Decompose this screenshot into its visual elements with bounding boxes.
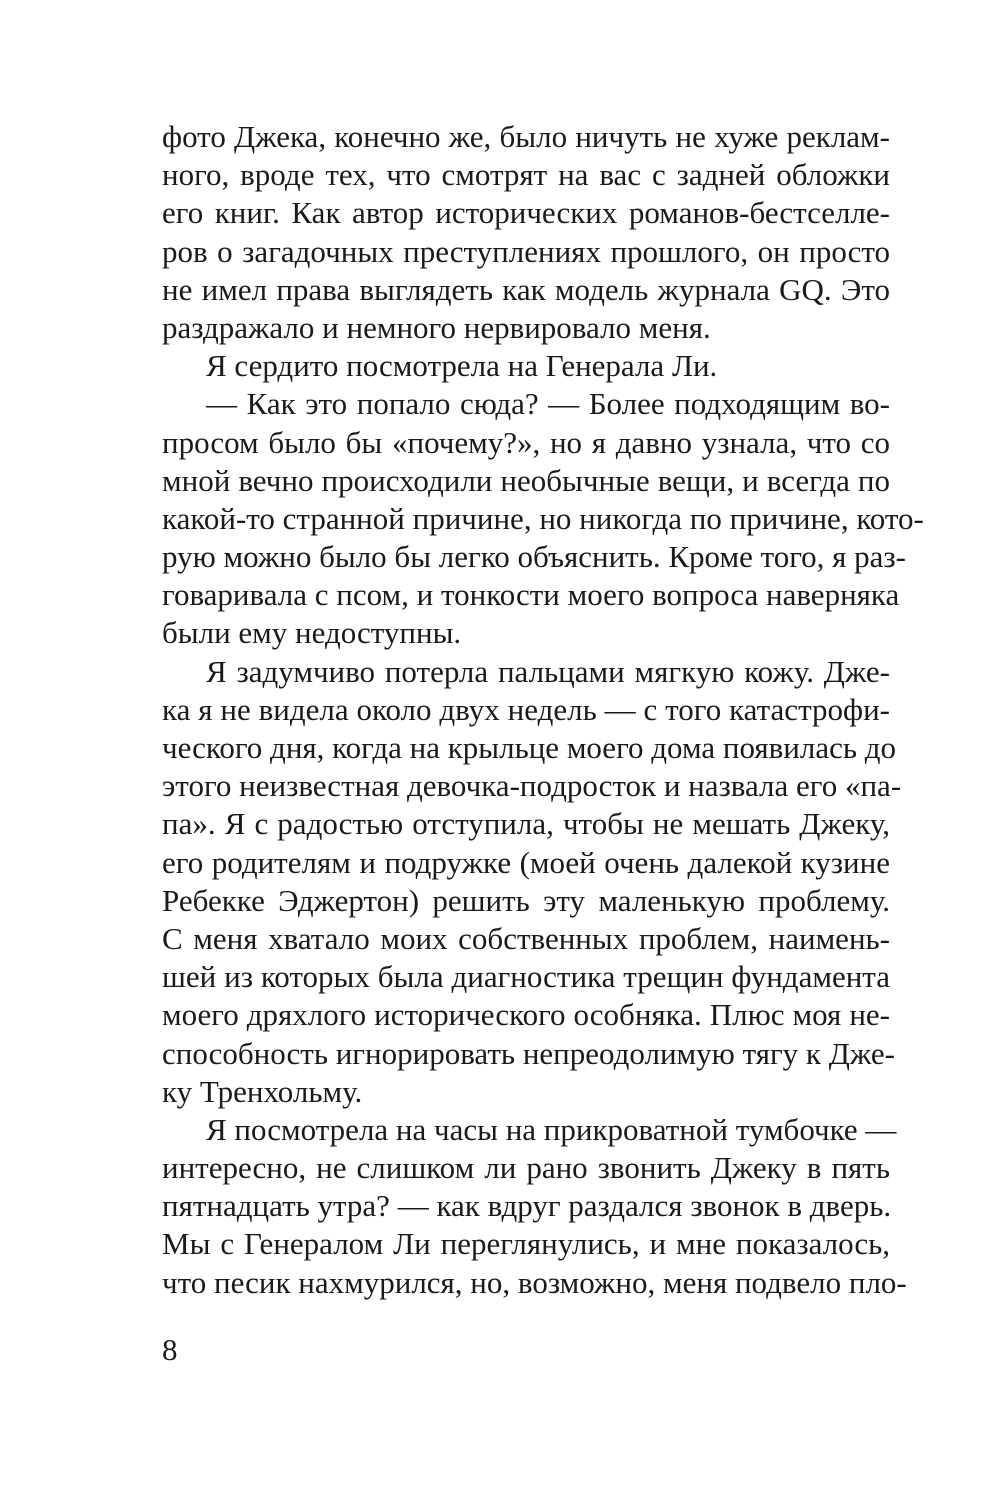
text-line: Я задумчиво потерла пальцами мягкую кожу. Дже-	[206, 653, 890, 689]
text-line: ческого дня, когда на крыльце моего дома появилась до	[162, 730, 896, 765]
text-line: просом было бы «почему?», но я давно узнала, что со	[162, 424, 890, 460]
text-line: раздражало и немного нервировало меня.	[162, 309, 711, 345]
text-line: какой-то странной причине, но никогда по причине, кото-	[162, 500, 924, 536]
text-line: Я сердито посмотрела на Генерала Ли.	[206, 348, 718, 384]
text-line: шей из которых была диагностика трещин фундамента	[162, 959, 890, 995]
text-line: Мы с Генералом Ли переглянулись, и мне показалось,	[162, 1226, 890, 1262]
text-line: моего дряхлого исторического особняка. Плюс моя не-	[162, 997, 890, 1033]
text-line: рую можно было бы легко объяснить. Кроме того, я раз-	[162, 539, 906, 575]
text-line: его книг. Как автор исторических романов-бестселле-	[162, 195, 890, 231]
text-line: фото Джека, конечно же, было ничуть не хуже реклам-	[162, 119, 890, 154]
text-line: мной вечно происходили необычные вещи, и всегда по	[162, 462, 890, 498]
text-line: С меня хватало моих собственных проблем, наимень-	[162, 920, 890, 956]
text-line: па». Я с радостью отступила, чтобы не мешать Джеку,	[162, 806, 890, 842]
text-line: ка я не видела около двух недель — с того катастрофи-	[162, 691, 890, 727]
text-line: этого неизвестная девочка-подросток и назвала его «па-	[162, 768, 902, 804]
book-page-text	[162, 118, 924, 1302]
text-line: ку Тренхольму.	[162, 1073, 363, 1109]
text-line: Ребекке Эджертон) решить эту маленькую проблему.	[162, 882, 890, 918]
page-number: 8	[162, 1332, 178, 1367]
text-line: говаривала с псом, и тонкости моего вопроса наверняка	[162, 577, 900, 613]
text-line: ного, вроде тех, что смотрят на вас с задней обложки	[162, 157, 890, 193]
text-line: ров о загадочных преступлениях прошлого, он просто	[162, 233, 890, 269]
text-line: что песик нахмурился, но, возможно, меня подвело пло-	[162, 1264, 907, 1300]
text-line: были ему недоступны.	[162, 615, 462, 651]
text-line: — Как это попало сюда? — Более подходящим во-	[206, 386, 890, 422]
text-line: способность игнорировать непреодолимую тягу к Дже-	[162, 1035, 895, 1071]
text-line: не имел права выглядеть как модель журнала GQ. Это	[162, 271, 890, 307]
text-line: пятнадцать утра? — как вдруг раздался звонок в дверь.	[162, 1188, 892, 1224]
text-line: его родителям и подружке (моей очень далекой кузине	[162, 844, 890, 880]
text-line: интересно, не слишком ли рано звонить Джеку в пять	[162, 1150, 890, 1186]
text-line: Я посмотрела на часы на прикроватной тумбочке —	[206, 1111, 897, 1147]
